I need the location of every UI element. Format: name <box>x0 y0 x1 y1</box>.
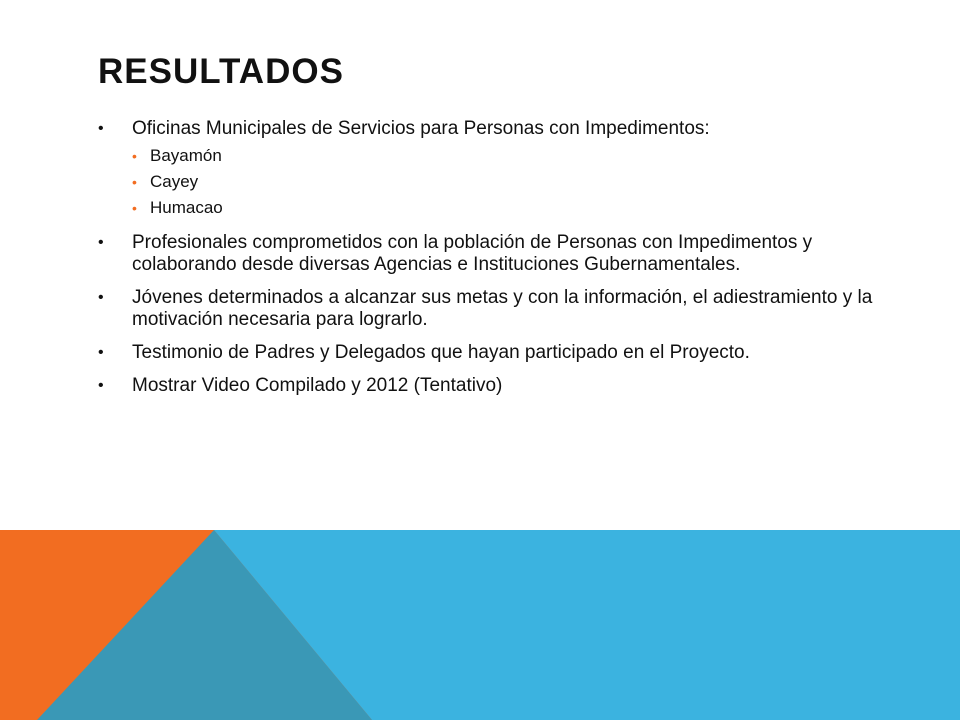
bullet-item <box>96 232 896 276</box>
sub-bullet-list <box>132 143 896 221</box>
sub-bullet-text: Bayamón <box>150 146 222 165</box>
bullet-text: Jóvenes determinados a alcanzar sus metas y con la información, el adiestramiento y la motivación necesaria para lograrlo. <box>132 287 873 330</box>
sub-bullet-marker: • <box>132 174 137 190</box>
sub-bullet-item <box>132 195 896 221</box>
sub-bullet-marker: • <box>132 148 137 164</box>
bullet-marker: • <box>98 120 104 137</box>
bullet-marker: • <box>98 289 104 306</box>
sub-bullet-text: Cayey <box>150 172 199 191</box>
bullet-marker: • <box>98 234 104 251</box>
bullet-item <box>96 118 896 221</box>
bullet-text: Testimonio de Padres y Delegados que hayan participado en el Proyecto. <box>132 342 750 363</box>
bullet-text: Profesionales comprometidos con la población de Personas con Impedimentos y colaborando desde diversas Agencias e Instituciones Gubernamentales. <box>132 232 813 275</box>
slide-content <box>96 118 896 408</box>
sub-bullet-item <box>132 143 896 169</box>
bullet-item <box>96 342 896 364</box>
bullet-item <box>96 375 896 397</box>
sub-bullet-text: Humacao <box>150 198 223 217</box>
bullet-item <box>96 287 896 331</box>
bullet-text: Mostrar Video Compilado y 2012 (Tentativo) <box>132 375 503 396</box>
bullet-text: Oficinas Municipales de Servicios para Personas con Impedimentos: <box>132 118 710 139</box>
decorative-footer-shapes <box>0 530 960 720</box>
sub-bullet-marker: • <box>132 200 137 216</box>
bullet-list <box>96 118 896 397</box>
slide-title: RESULTADOS <box>98 52 344 91</box>
bullet-marker: • <box>98 344 104 361</box>
sub-bullet-item <box>132 169 896 195</box>
bullet-marker: • <box>98 377 104 394</box>
